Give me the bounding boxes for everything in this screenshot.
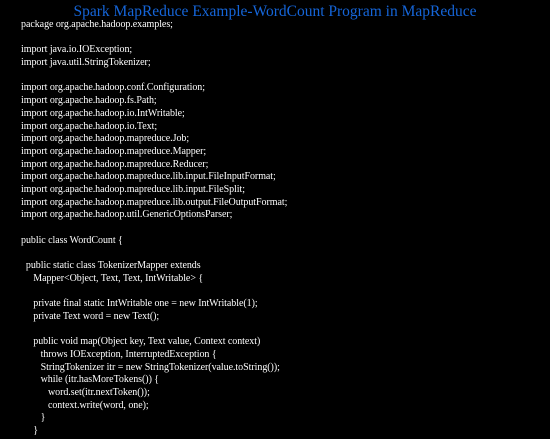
- code-line: package org.apache.hadoop.examples;: [21, 19, 173, 30]
- page-title: Spark MapReduce Example-WordCount Program in MapReduce: [73, 3, 477, 20]
- code-line: StringTokenizer itr = new StringTokenizer(value.toString());: [21, 361, 280, 373]
- code-line: }: [21, 412, 46, 424]
- code-line: context.write(word, one);: [21, 399, 149, 411]
- code-line: import org.apache.hadoop.io.Text;: [21, 120, 158, 132]
- code-line: private Text word = new Text();: [21, 310, 160, 322]
- code-line: [21, 222, 287, 235]
- code-line: word.set(itr.nextToken());: [21, 386, 150, 398]
- code-line: [21, 247, 287, 260]
- code-line: import org.apache.hadoop.util.GenericOptionsParser;: [21, 209, 233, 221]
- code-line: import org.apache.hadoop.fs.Path;: [21, 95, 157, 107]
- code-line: import org.apache.hadoop.mapreduce.lib.input.FileInputFormat;: [21, 171, 276, 183]
- code-block: [21, 19, 287, 438]
- code-line: import java.io.IOException;: [21, 44, 133, 56]
- code-line: while (itr.hasMoreTokens()) {: [21, 374, 160, 386]
- code-line: Mapper<Object, Text, Text, IntWritable> {: [21, 272, 204, 284]
- code-line: import org.apache.hadoop.conf.Configuration;: [21, 82, 205, 94]
- code-line: public class WordCount {: [21, 234, 123, 246]
- code-line: import org.apache.hadoop.io.IntWritable;: [21, 107, 185, 119]
- code-line: [21, 32, 287, 45]
- code-line: public static class TokenizerMapper extends: [21, 260, 201, 272]
- code-line: [21, 70, 287, 83]
- code-line: }: [21, 425, 38, 436]
- code-line: import java.util.StringTokenizer;: [21, 57, 151, 69]
- code-line: [21, 324, 287, 337]
- code-line: import org.apache.hadoop.mapreduce.lib.input.FileSplit;: [21, 183, 245, 195]
- code-line: throws IOException, InterruptedException {: [21, 348, 217, 360]
- code-line: import org.apache.hadoop.mapreduce.Job;: [21, 133, 190, 145]
- code-line: import org.apache.hadoop.mapreduce.lib.output.FileOutputFormat;: [21, 196, 288, 208]
- code-line: public void map(Object key, Text value, Context context): [21, 336, 261, 348]
- code-line: private final static IntWritable one = new IntWritable(1);: [21, 298, 258, 310]
- code-line: [21, 285, 287, 298]
- code-line: import org.apache.hadoop.mapreduce.Reducer;: [21, 158, 209, 170]
- code-line: import org.apache.hadoop.mapreduce.Mapper;: [21, 145, 207, 157]
